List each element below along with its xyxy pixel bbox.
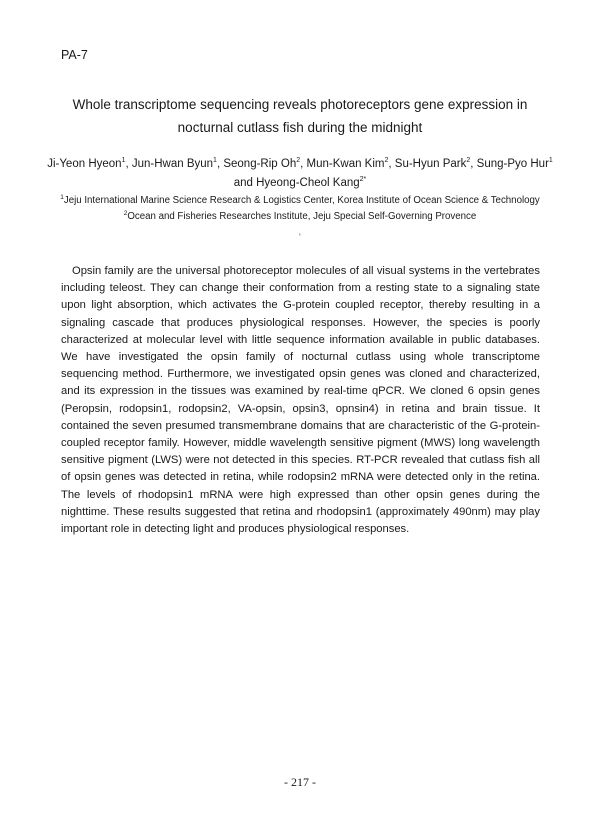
author: Ji-Yeon Hyeon$^1$, xyxy=(47,157,132,170)
affiliation: $^1$Jeju International Marine Science Research & Logistics Center, Korea Institute of Ocean Science & Technology xyxy=(60,194,540,206)
author: Seong-Rip Oh$^2$, xyxy=(223,157,307,170)
affiliation-list xyxy=(40,193,560,225)
author: Su-Hyun Park$^2$, xyxy=(394,157,477,170)
author: Sung-Pyo Hur$^1$ xyxy=(476,157,553,170)
page-number: - 217 - xyxy=(284,775,316,789)
paper-title xyxy=(40,93,560,139)
abstract-body: Opsin family are the universal photoreceptor molecules of all visual systems in the vertebrates including teleost. They can change their conformation from a resting state to a signaling state upon light absorption, which activates the G-protein coupled receptor, thereby resulting in a signaling cascade that produces physiological responses. However, the species is poorly characterized at molecular level with little sequence information available in public databases. We have investigated the opsin family of nocturnal cutlass using whole transcriptome sequencing method. Furthermore, we investigated opsin genes was cloned and characterized, and its expression in the tissues was examined by real-time qPCR. We cloned 6 opsin genes (Peropsin, rodopsin1, rodopsin2, VA-opsin, opsin3, opnsin4) in retina and brain tissue. It contained the seven presumed transmembrane domains that are characteristic of the G-protein-coupled receptor family. However, middle wavelength sensitive pigment (MWS) long wavelength sensitive pigment (LWS) were not detected in this species. RT-PCR revealed that cutlass fish all of opsin genes was detected in retina, while rodopsin2 mRNA were detected only in the retina. The levels of rhodopsin1 mRNA were high expressed than other opsin genes during the nighttime. These results suggested that retina and rhodopsin1 (approximately 490nm) may play important role in detecting light and produces physiological responses. xyxy=(61,265,540,536)
author-list xyxy=(40,155,560,193)
session-code: PA-7 xyxy=(61,48,88,62)
author: and Hyeong-Cheol Kang$^{2*}$ xyxy=(233,176,367,189)
affiliation: $^2$Ocean and Fisheries Researches Institute, Jeju Special Self-Governing Provence xyxy=(123,210,477,222)
title-line-1: Whole transcriptome sequencing reveals photoreceptors gene expression in xyxy=(72,97,528,112)
title-line-2: nocturnal cutlass fish during the midnight xyxy=(177,120,423,135)
author: Mun-Kwan Kim$^2$, xyxy=(306,157,395,170)
author: Jun-Hwan Byun$^1$, xyxy=(131,157,224,170)
stray-mark: ' xyxy=(299,232,301,242)
